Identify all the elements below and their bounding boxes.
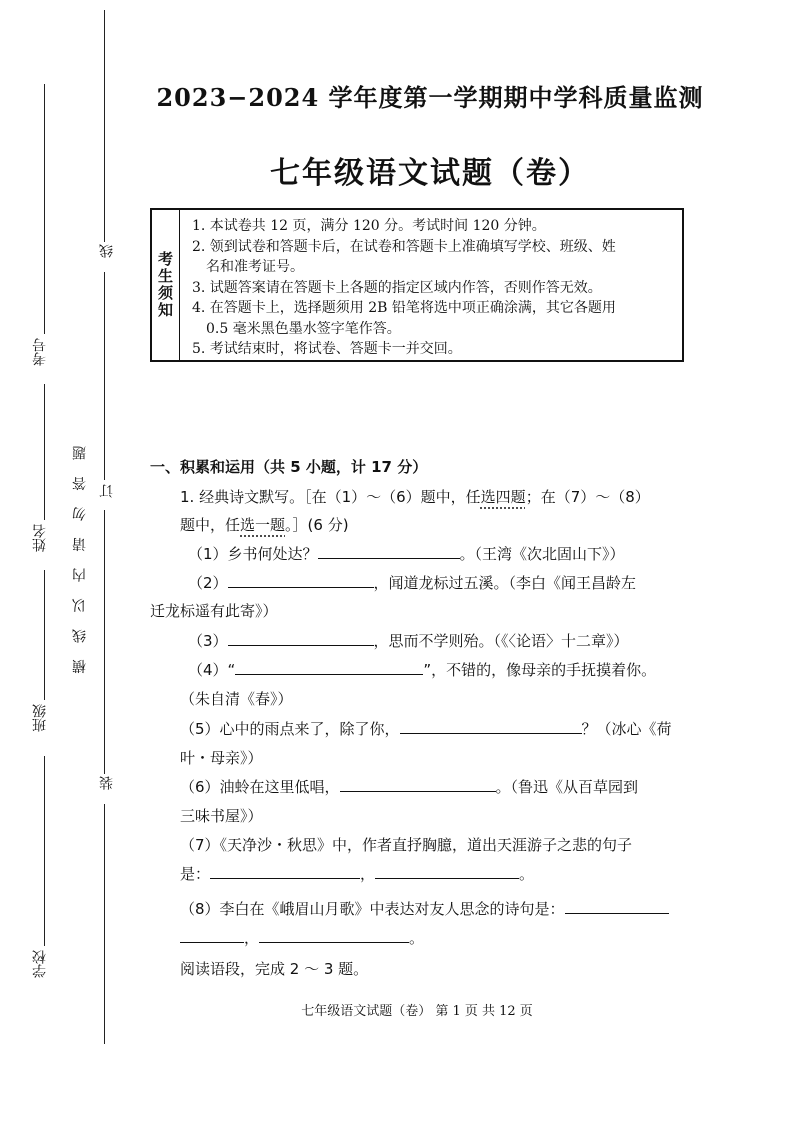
margin-staple-label: 装 [99, 776, 115, 790]
answer-blank[interactable] [235, 660, 423, 675]
notice-item: 5. 考试结束时，将试卷、答题卡一并交回。 [192, 341, 462, 357]
item-text: ， [244, 929, 260, 947]
binding-line-outer-mid2 [104, 510, 105, 774]
item-text: 。 [409, 929, 425, 947]
answer-blank[interactable] [318, 544, 460, 559]
item-6-cont [180, 805, 690, 826]
item-text: 迁龙标遥有此寄》） [150, 602, 278, 620]
name-label: 姓名 [32, 524, 48, 552]
answer-blank[interactable] [180, 928, 244, 943]
answer-blank[interactable] [565, 899, 669, 914]
item-text: ，闻道龙标过五溪。（李白《闻王昌龄左 [373, 574, 637, 592]
page-footer: 七年级语文试题（卷） 第 1 页 共 12 页 [301, 1004, 533, 1019]
notice-item: 0.5 毫米黑色墨水签字笔作答。 [206, 320, 401, 337]
item-7 [180, 834, 690, 855]
q1-emphasis-1 [481, 488, 526, 506]
item-text: （6）油蛉在这里低唱， [180, 778, 340, 796]
notice-label-cell [152, 210, 180, 360]
answer-blank[interactable] [210, 864, 360, 879]
notice-item: 4. 在答题卡上，选择题须用 2B 铅笔将选中项正确涂满，其它各题用 [192, 300, 616, 316]
item-6 [180, 776, 690, 797]
class-line [44, 570, 45, 700]
notice-item: 1. 本试卷共 12 页，满分 120 分。考试时间 120 分钟。 [192, 218, 546, 234]
answer-blank[interactable] [228, 573, 374, 588]
item-text: 三味书屋》） [180, 807, 263, 825]
reading-prompt: 阅读语段，完成 2 ～ 3 题。 [180, 960, 369, 978]
item-4-cont [180, 688, 690, 709]
q1-text: 。］(6 分) [285, 516, 349, 534]
item-text: 。 [519, 865, 535, 883]
item-text: （3） [188, 632, 228, 650]
item-4 [188, 659, 698, 680]
item-text: ，思而不学则殆。（《〈论语〉十二章》） [373, 632, 629, 650]
item-5 [180, 718, 690, 739]
item-text: ， [360, 865, 376, 883]
q1-emphasis-text: 选一题 [240, 516, 286, 534]
exam-no-line [44, 84, 45, 334]
notice-item: 3. 试题答案请在答题卡上各题的指定区域内作答，否则作答无效。 [192, 279, 602, 296]
item-text: ？（冰心《荷 [581, 720, 672, 738]
school-label: 学校 [32, 950, 48, 978]
notice-body [192, 216, 676, 360]
answer-blank[interactable] [375, 864, 519, 879]
candidate-notice-box [150, 208, 684, 362]
item-3 [188, 630, 698, 651]
question-1-line-2 [180, 514, 690, 535]
item-text: 是： [180, 865, 211, 883]
item-text: （4）“ [188, 661, 236, 679]
binding-line-outer-top [104, 10, 105, 242]
item-text: 。（王湾《次北固山下》） [459, 545, 625, 563]
item-8 [180, 898, 690, 919]
notice-item: 2. 领到试卷和答题卡后，在试卷和答题卡上准确填写学校、班级、姓 [192, 238, 616, 255]
item-text: （2） [188, 574, 228, 592]
margin-line-label: 线 [99, 244, 115, 258]
answer-blank[interactable] [340, 777, 496, 792]
q1-emphasis-text: 选四题 [480, 488, 526, 506]
margin-bind-label: 订 [99, 484, 115, 498]
item-text: （5）心中的雨点来了，除了你， [180, 720, 400, 738]
section-1-title: 一、积累和运用（共 5 小题，计 17 分） [150, 458, 428, 476]
name-line [44, 384, 45, 520]
binding-line-outer-mid1 [104, 272, 105, 480]
margin-warning-text: 横 线 以 内 请 勿 答 题 [72, 440, 88, 674]
binding-line-outer-bottom [104, 804, 105, 1044]
q1-text: 题中，任 [180, 516, 241, 534]
item-7-cont [180, 863, 690, 884]
answer-blank[interactable] [259, 928, 409, 943]
item-text: （7）《天净沙・秋思》中，作者直抒胸臆，道出天涯游子之悲的句子 [180, 836, 633, 854]
notice-item: 名和准考证号。 [206, 259, 304, 275]
school-line [44, 756, 45, 946]
exam-subtitle: 七年级语文试题（卷） [270, 156, 590, 191]
question-1-line-1 [180, 486, 690, 507]
item-text: （8）李白在《峨眉山月歌》中表达对友人思念的诗句是： [180, 900, 565, 918]
item-text: 。（鲁迅《从百草园到 [495, 778, 639, 796]
exam-title: 2023−2024 学年度第一学期期中学科质量监测 [156, 83, 704, 112]
item-1 [188, 543, 698, 564]
q1-text: 1. 经典诗文默写。［在（1）～（6）题中，任 [180, 488, 481, 506]
item-2-cont [150, 600, 660, 621]
q1-text: ；在（7）～（8） [525, 488, 650, 506]
item-text: （1）乡书何处达？ [188, 545, 318, 563]
item-8-cont [180, 927, 690, 948]
item-text: 叶・母亲》） [180, 749, 263, 767]
item-text: （朱自清《春》） [180, 690, 293, 708]
exam-no-label: 考号 [32, 338, 48, 366]
item-text: ”，不错的，像母亲的手抚摸着你。 [423, 661, 657, 679]
answer-blank[interactable] [400, 719, 582, 734]
notice-label: 考生须知 [156, 251, 174, 319]
answer-blank[interactable] [228, 631, 374, 646]
class-label: 班级 [32, 704, 48, 732]
item-2 [188, 572, 698, 593]
item-5-cont [180, 747, 690, 768]
